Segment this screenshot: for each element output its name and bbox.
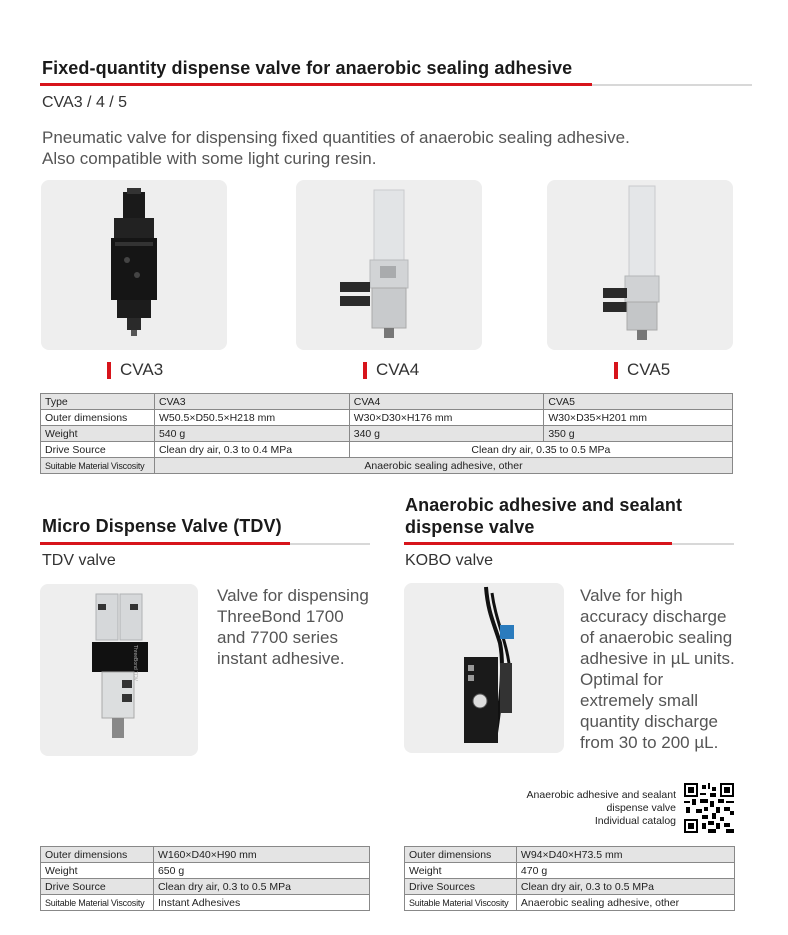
table-row: Suitable Material Viscosity Anaerobic sealing adhesive, other — [405, 895, 735, 911]
title-rule — [40, 543, 370, 545]
section-subtitle-kobo: KOBO valve — [405, 552, 494, 569]
table-row: Outer dimensions W160×D40×H90 mm — [41, 847, 370, 863]
table-row: Suitable Material Viscosity Anaerobic sealing adhesive, other — [41, 458, 733, 474]
caption-cva5: CVA5 — [614, 360, 670, 380]
caption-marker — [614, 362, 618, 379]
caption-marker — [363, 362, 367, 379]
table-row: Weight 540 g 340 g 350 g — [41, 426, 733, 442]
section-title-kobo: Anaerobic adhesive and sealant dispense valve — [405, 495, 683, 537]
cva3-photo — [41, 180, 227, 350]
table-row: Outer dimensions W94×D40×H73.5 mm — [405, 847, 735, 863]
qr-code-icon[interactable] — [684, 783, 734, 833]
table-row: Drive Source Clean dry air, 0.3 to 0.5 MPa — [41, 879, 370, 895]
table-row: Weight 650 g — [41, 863, 370, 879]
section-description-cva: Pneumatic valve for dispensing fixed quantities of anaerobic sealing adhesive. Also compatible with some light curing resin. — [42, 128, 630, 168]
section-description-kobo: Valve for high accuracy discharge of anaerobic sealing adhesive in µL units. Optimal for extremely small quantity discharge from 30 to 200 µL. — [580, 586, 735, 752]
table-row: Outer dimensions W50.5×D50.5×H218 mm W30×D30×H176 mm W30×D35×H201 mm — [41, 410, 733, 426]
table-row: Drive Source Clean dry air, 0.3 to 0.4 MPa Clean dry air, 0.35 to 0.5 MPa — [41, 442, 733, 458]
caption-cva3: CVA3 — [107, 360, 163, 380]
caption-cva4: CVA4 — [363, 360, 419, 380]
cva-spec-table — [40, 393, 733, 474]
title-rule — [40, 84, 752, 86]
table-row: Type CVA3 CVA4 CVA5 — [41, 394, 733, 410]
caption-marker — [107, 362, 111, 379]
table-row: Drive Sources Clean dry air, 0.3 to 0.5 MPa — [405, 879, 735, 895]
tdv-photo — [40, 584, 198, 756]
title-rule — [404, 543, 734, 545]
tdv-device-label: ThreeBond TDV — [132, 644, 139, 682]
section-description-tdv: Valve for dispensing ThreeBond 1700 and 7700 series instant adhesive. — [217, 586, 369, 668]
section-subtitle-cva: CVA3 / 4 / 5 — [42, 94, 128, 111]
catalog-note: Anaerobic adhesive and sealant dispense valve Individual catalog — [526, 789, 676, 827]
cva5-photo — [547, 180, 733, 350]
cva4-photo — [296, 180, 482, 350]
kobo-spec-table — [404, 846, 735, 911]
section-title-cva: Fixed-quantity dispense valve for anaerobic sealing adhesive — [42, 58, 573, 78]
table-row: Suitable Material Viscosity Instant Adhesives — [41, 895, 370, 911]
tdv-spec-table — [40, 846, 370, 911]
section-title-tdv: Micro Dispense Valve (TDV) — [42, 516, 282, 536]
table-row: Weight 470 g — [405, 863, 735, 879]
kobo-photo — [404, 583, 564, 753]
section-subtitle-tdv: TDV valve — [42, 552, 116, 569]
